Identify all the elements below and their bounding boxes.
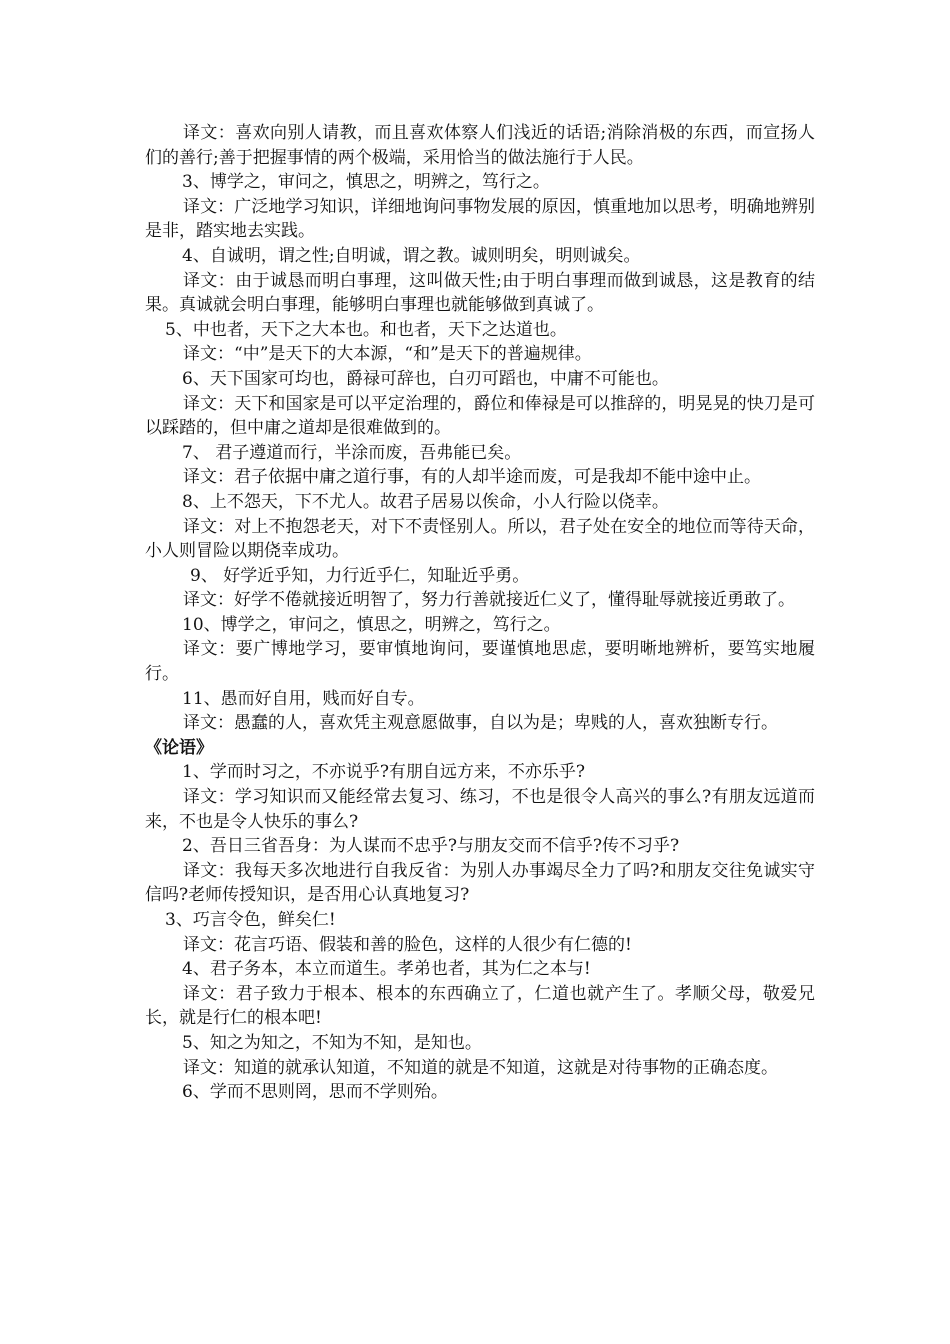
translation-paragraph: 译文：喜欢向别人请教，而且喜欢体察人们浅近的话语;消除消极的东西，而宣扬人们的善行;善于把握事情的两个极端，采用恰当的做法施行于人民。 [145, 123, 815, 168]
verse-item: 8、上不怨天，下不尤人。故君子居易以俟命，小人行险以侥幸。 [182, 491, 669, 512]
verse-item: 3、巧言令色，鲜矣仁! [165, 910, 336, 930]
translation-paragraph: 译文：我每天多次地进行自我反省：为别人办事竭尽全力了吗?和朋友交往免诚实守信吗?老师传授知识，是否用心认真地复习? [145, 860, 815, 906]
translation-paragraph: 译文：君子依据中庸之道行事，有的人却半途而废，可是我却不能中途中止。 [183, 467, 761, 488]
translation-paragraph: 译文：广泛地学习知识，详细地询问事物发展的原因，慎重地加以思考，明确地辨别是非，踏实地去实践。 [145, 196, 815, 242]
verse-item: 9、 好学近乎知，力行近乎仁，知耻近乎勇。 [190, 565, 530, 586]
verse-item: 4、自诚明，谓之性;自明诚，谓之教。诚则明矣，明则诚矣。 [182, 245, 641, 266]
translation-paragraph: 译文：君子致力于根本、根本的东西确立了，仁道也就产生了。孝顺父母，敬爱兄长，就是行仁的根本吧! [145, 983, 815, 1029]
verse-item: 7、 君子遵道而行，半涂而废，吾弗能已矣。 [182, 442, 522, 463]
verse-item: 2、吾日三省吾身：为人谋而不忠乎?与朋友交而不信乎?传不习乎? [182, 836, 680, 857]
translation-paragraph: 译文：愚蠢的人，喜欢凭主观意愿做事，自以为是；卑贱的人，喜欢独断专行。 [183, 713, 778, 734]
translation-paragraph: 译文：由于诚恳而明白事理，这叫做天性;由于明白事理而做到诚恳，这是教育的结果。真诚就会明白事理，能够明白事理也就能够做到真诚了。 [145, 270, 815, 316]
document-body [145, 121, 815, 1105]
section-title: 《论语》 [145, 737, 213, 758]
translation-paragraph: 译文：“中”是天下的大本源，“和”是天下的普遍规律。 [183, 344, 592, 365]
verse-item: 1、学而时习之，不亦说乎?有朋自远方来，不亦乐乎? [182, 762, 586, 783]
translation-paragraph: 译文：要广博地学习，要审慎地询问，要谨慎地思虑，要明晰地辨析，要笃实地履行。 [145, 639, 815, 685]
verse-item: 3、博学之，审问之，慎思之，明辨之，笃行之。 [182, 172, 550, 193]
translation-paragraph: 译文：学习知识而又能经常去复习、练习，不也是很令人高兴的事么?有朋友远道而来，不也是令人快乐的事么? [145, 787, 815, 832]
verse-item: 4、君子务本，本立而道生。孝弟也者，其为仁之本与! [182, 959, 591, 980]
translation-paragraph: 译文：对上不抱怨老天，对下不责怪别人。所以，君子处在安全的地位而等待天命，小人则冒险以期侥幸成功。 [145, 516, 815, 562]
translation-paragraph: 译文：花言巧语、假装和善的脸色，这样的人很少有仁德的! [183, 934, 632, 955]
translation-paragraph: 译文：知道的就承认知道，不知道的就是不知道，这就是对待事物的正确态度。 [183, 1057, 778, 1078]
verse-item: 10、博学之，审问之，慎思之，明辨之，笃行之。 [182, 614, 561, 635]
verse-item: 5、中也者，天下之大本也。和也者，天下之达道也。 [165, 319, 567, 340]
verse-item: 11、愚而好自用，贱而好自专。 [182, 688, 425, 709]
translation-paragraph: 译文：天下和国家是可以平定治理的，爵位和俸禄是可以推辞的，明晃晃的快刀是可以踩踏的，但中庸之道却是很难做到的。 [145, 393, 815, 439]
verse-item: 5、知之为知之，不知为不知，是知也。 [182, 1032, 482, 1053]
verse-item: 6、学而不思则罔，思而不学则殆。 [182, 1082, 448, 1103]
translation-paragraph: 译文：好学不倦就接近明智了，努力行善就接近仁义了，懂得耻辱就接近勇敢了。 [183, 590, 795, 611]
verse-item: 6、天下国家可均也，爵禄可辞也，白刃可蹈也，中庸不可能也。 [182, 368, 669, 389]
